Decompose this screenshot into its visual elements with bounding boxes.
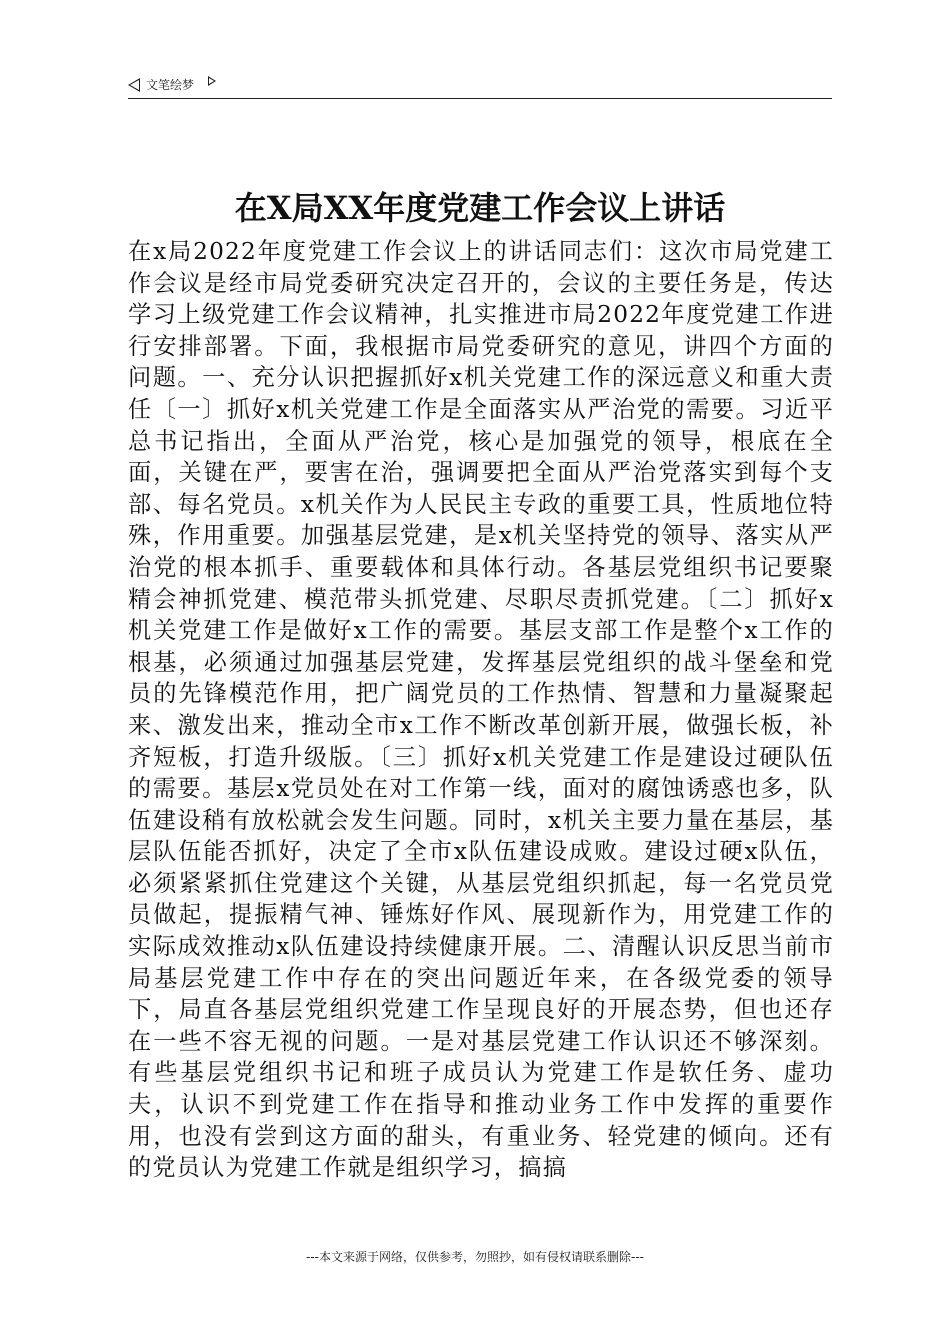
document-body: 在x局2022年度党建工作会议上的讲话同志们：这次市局党建工作会议是经市局党委研究决定召开的，会议的主要任务是，传达学习上级党建工作会议精神，扎实推进市局2022年度党建工作进行安排部署。下面，我根据市局党委研究的意见，讲四个方面的问题。一、充分认识把握抓好x机关党建工作的深远意义和重大责任〔一〕抓好x机关党建工作是全面落实从严治党的需要。习近平总书记指出，全面从严治党，核心是加强党的领导，根底在全面，关键在严，要害在治，强调要把全面从严治党落实到每个支部、每名党员。x机关作为人民民主专政的重要工具，性质地位特殊，作用重要。加强基层党建，是x机关坚持党的领导、落实从严治党的根本抓手、重要载体和具体行动。各基层党组织书记要聚精会神抓党建、模范带头抓党建、尽职尽责抓党建。〔二〕抓好x机关党建工作是做好x工作的需要。基层支部工作是整个x工作的根基，必须通过加强基层党建，发挥基层党组织的战斗堡垒和党员的先锋模范作用，把广阔党员的工作热情、智慧和力量凝聚起来、激发出来，推动全市x工作不断改革创新开展，做强长板，补齐短板，打造升级版。〔三〕抓好x机关党建工作是建设过硬队伍的需要。基层x党员处在对工作第一线，面对的腐蚀诱惑也多，队伍建设稍有放松就会发生问题。同时，x机关主要力量在基层，基层队伍能否抓好，决定了全市x队伍建设成败。建设过硬x队伍，必须紧紧抓住党建这个关键，从基层党组织抓起，每一名党员党员做起，提振精气神、锤炼好作风、展现新作为，用党建工作的实际成效推动x队伍建设持续健康开展。二、清醒认识反思当前市局基层党建工作中存在的突出问题近年来，在各级党委的领导下，局直各基层党组织党建工作呈现良好的开展态势，但也还存在一些不容无视的问题。一是对基层党建工作认识还不够深刻。有些基层党组织书记和班子成员认为党建工作是软任务、虚功夫，认识不到党建工作在指导和推动业务工作中发挥的重要作用，也没有尝到这方面的甜头，有重业务、轻党建的倾向。还有的党员认为党建工作就是组织学习，搞搞 <box>128 238 834 1182</box>
page-header <box>128 74 832 99</box>
page-footer-disclaimer: ---本文来源于网络，仅供参考，勿照抄，如有侵权请联系删除--- <box>306 1250 644 1264</box>
header-brand <box>128 76 216 93</box>
document-title: 在X局XX年度党建工作会议上讲话 <box>234 189 726 227</box>
header-label: 文笔绘梦 <box>146 78 195 92</box>
triangle-left-icon <box>128 78 140 92</box>
triangle-right-icon <box>208 76 216 86</box>
